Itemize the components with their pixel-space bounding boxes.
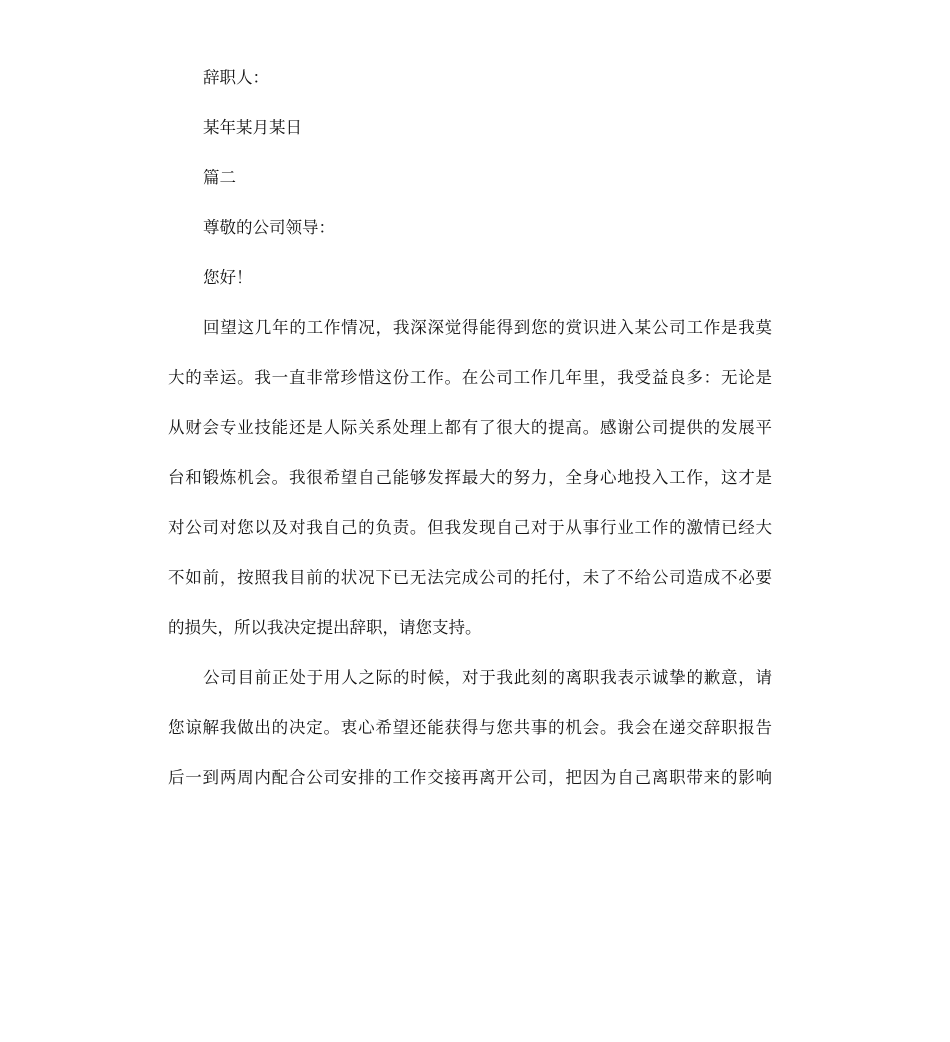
paragraph-1-line: 大的幸运。我一直非常珍惜这份工作。在公司工作几年里，我受益良多：无论是: [168, 368, 772, 387]
paragraph-2-line: 您谅解我做出的决定。衷心希望还能获得与您共事的机会。我会在递交辞职报告: [168, 718, 772, 737]
paragraph-1-line: 对公司对您以及对我自己的负责。但我发现自己对于从事行业工作的激情已经大: [168, 518, 772, 537]
paragraph-1-line: 不如前，按照我目前的状况下已无法完成公司的托付，未了不给公司造成不必要: [168, 568, 772, 587]
section-heading: 篇二: [203, 168, 236, 187]
paragraph-2-line: 公司目前正处于用人之际的时候，对于我此刻的离职我表示诚挚的歉意，请: [203, 668, 772, 687]
paragraph-1-line: 从财会专业技能还是人际关系处理上都有了很大的提高。感谢公司提供的发展平: [168, 418, 772, 437]
paragraph-1-line: 的损失，所以我决定提出辞职，请您支持。: [168, 618, 482, 637]
paragraph-1-line: 台和锻炼机会。我很希望自己能够发挥最大的努力，全身心地投入工作，这才是: [168, 468, 772, 487]
document-body: [168, 53, 772, 803]
greeting: 您好！: [203, 268, 253, 287]
paragraph-1-line: 回望这几年的工作情况，我深深觉得能得到您的赏识进入某公司工作是我莫: [203, 318, 772, 337]
salutation: 尊敬的公司领导：: [203, 218, 335, 237]
date-line: 某年某月某日: [203, 118, 302, 137]
signature-label: 辞职人：: [203, 68, 269, 87]
paragraph-2-line: 后一到两周内配合公司安排的工作交接再离开公司，把因为自己离职带来的影响: [168, 768, 772, 787]
